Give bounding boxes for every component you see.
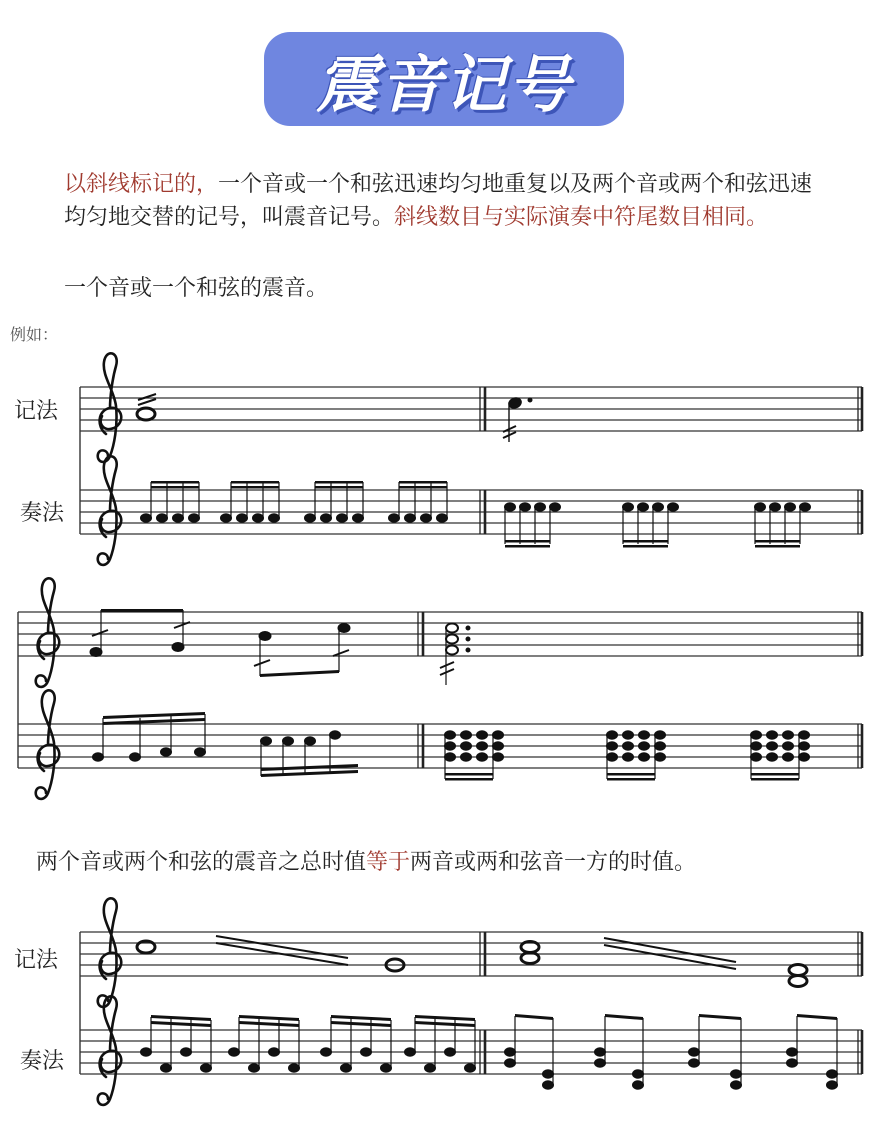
label-notation-2: 记法 — [14, 948, 59, 973]
intro-red-2: 斜线数目与实际演奏中符尾数目相同。 — [394, 205, 769, 230]
section2-text-2: 两音或两和弦音一方的时值。 — [410, 850, 697, 875]
notes — [90, 394, 838, 1089]
staff-lines — [18, 387, 862, 1074]
intro-text-1: 一个音或一个和弦迅速均匀地重复以及两个音或两个和弦迅速均匀地交替的记号，叫震音记号。 — [64, 172, 813, 230]
treble-clef-icon — [36, 353, 122, 1105]
label-performance-1: 奏法 — [20, 501, 65, 526]
section2-text-1: 两个音或两个和弦的震音之总时值 — [36, 850, 367, 875]
label-notation-1: 记法 — [14, 399, 59, 424]
section2-red: 等于 — [366, 850, 411, 875]
label-performance-2: 奏法 — [20, 1049, 65, 1074]
single-tremolo-heading: 一个音或一个和弦的震音。 — [64, 276, 329, 301]
page-title: 震音记号 — [315, 47, 572, 121]
example-label: 例如： — [10, 325, 59, 344]
intro-red-1: 以斜线标记的， — [64, 172, 219, 197]
